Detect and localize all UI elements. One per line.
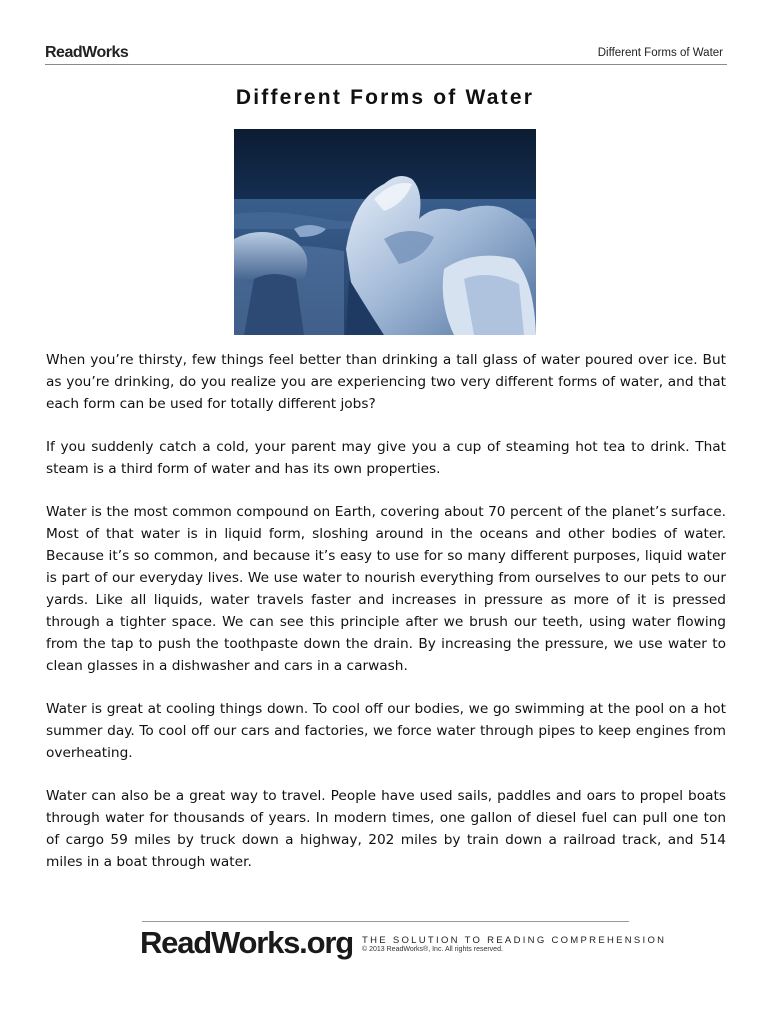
header-document-title: Different Forms of Water bbox=[597, 47, 723, 59]
article-body bbox=[46, 349, 726, 894]
paragraph: When you’re thirsty, few things feel better than drinking a tall glass of water poured over ice. But as you’re drinking, do you realize you are experiencing two very different forms of water, and that each form can be used for totally different jobs? bbox=[46, 352, 726, 412]
paragraph: Water is great at cooling things down. To cool off our bodies, we go swimming at the pool on a hot summer day. To cool off our cars and factories, we force water through pipes to keep engines from overheating. bbox=[46, 701, 726, 761]
footer-copyright: © 2013 ReadWorks®, Inc. All rights reserved. bbox=[362, 946, 503, 953]
footer-divider bbox=[142, 921, 629, 922]
page-title: Different Forms of Water bbox=[235, 86, 535, 109]
page-header bbox=[45, 42, 727, 65]
paragraph: Water is the most common compound on Earth, covering about 70 percent of the planet’s surface. Most of that water is in liquid form, sloshing around in the oceans and other bodies of water. Because it’s so common, and because it’s easy to use for so many different purposes, liquid water is part of our everyday lives. We use water to nourish everything from ourselves to our pets to our yards. Like all liquids, water travels faster and increases in pressure as more of it is pressed through a tighter space. We can see this principle after we brush our teeth, using water flowing from the tap to push the toothpaste down the drain. By increasing the pressure, we use water to clean glasses in a dishwasher and cars in a carwash. bbox=[46, 504, 726, 674]
brand-logo: ReadWorks bbox=[45, 44, 129, 61]
paragraph: If you suddenly catch a cold, your parent may give you a cup of steaming hot tea to drink. That steam is a third form of water and has its own properties. bbox=[46, 439, 726, 477]
paragraph: Water can also be a great way to travel. People have used sails, paddles and oars to propel boats through water for thousands of years. In modern times, one gallon of diesel fuel can pull one ton of cargo 59 miles by truck down a highway, 202 miles by train down a railroad track, and 514 miles in a boat through water. bbox=[46, 788, 726, 870]
iceberg-photo bbox=[234, 129, 536, 335]
footer-tagline: THE SOLUTION TO READING COMPREHENSION bbox=[362, 935, 667, 946]
footer-logo: ReadWorks.org bbox=[140, 925, 353, 960]
